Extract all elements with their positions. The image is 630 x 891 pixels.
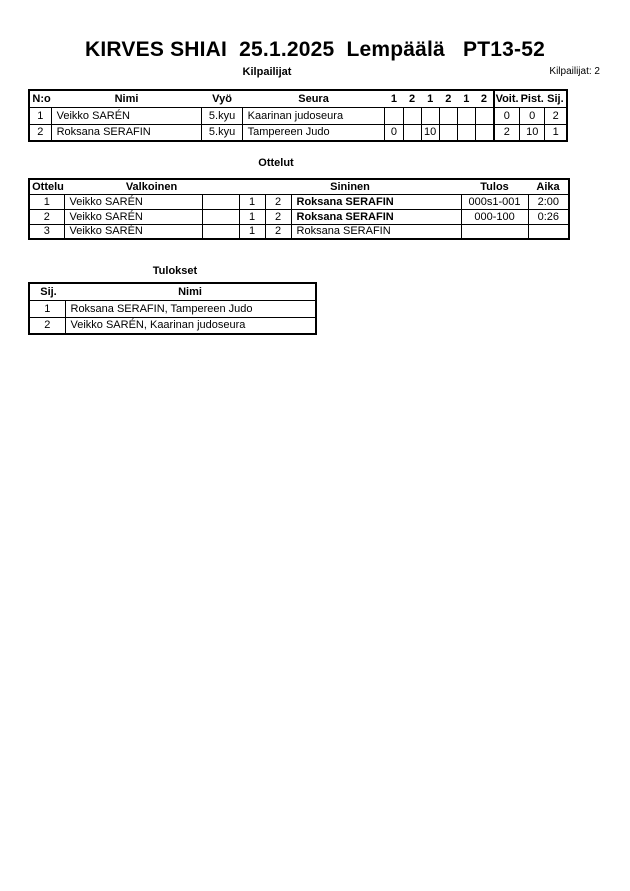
cell-match-no: 3 [29, 224, 64, 239]
cell-name: Veikko SARÉN [51, 107, 202, 124]
section-title-matches: Ottelut [258, 157, 294, 169]
result-row [29, 300, 316, 317]
cell-time: 0:26 [528, 209, 569, 224]
competitor-count-label: Kilpailijat: 2 [549, 66, 600, 77]
matches-table [28, 178, 570, 240]
header-time: Aika [528, 179, 569, 194]
cell-points: 10 [520, 124, 545, 141]
result-row [29, 317, 316, 334]
header-match-no: Ottelu [29, 179, 64, 194]
cell-score: 10 [421, 124, 439, 141]
results-table [28, 282, 317, 335]
cell-entry: Veikko SARÉN, Kaarinan judoseura [65, 317, 316, 334]
header-club: Seura [242, 90, 385, 107]
match-row [29, 209, 569, 224]
cell-no: 1 [29, 107, 51, 124]
cell-place: 1 [29, 300, 65, 317]
cell-score [439, 124, 457, 141]
cell-white-number: 1 [239, 209, 265, 224]
cell-score [403, 124, 421, 141]
cell-white-box [202, 194, 239, 209]
cell-wins: 2 [494, 124, 520, 141]
cell-time [528, 224, 569, 239]
cell-score [385, 107, 403, 124]
competitor-row [29, 124, 567, 141]
cell-place: 1 [545, 124, 567, 141]
page-title: KIRVES SHIAI 25.1.2025 Lempäälä PT13-52 [85, 38, 545, 61]
header-round-6: 2 [475, 90, 493, 107]
cell-blue-number: 2 [265, 194, 291, 209]
header-no: N:o [29, 90, 51, 107]
header-wins: Voit. [494, 90, 520, 107]
cell-white-box [202, 224, 239, 239]
cell-score [475, 124, 493, 141]
cell-belt: 5.kyu [202, 124, 242, 141]
competitors-table [28, 89, 568, 142]
competitors-header-row [29, 90, 567, 107]
section-title-results: Tulokset [152, 265, 198, 277]
cell-blue-name: Roksana SERAFIN [291, 224, 461, 239]
header-round-2: 2 [403, 90, 421, 107]
cell-white-name: Veikko SARÉN [64, 209, 202, 224]
cell-white-number: 1 [239, 224, 265, 239]
match-row [29, 194, 569, 209]
cell-score: 0 [385, 124, 403, 141]
cell-score [421, 107, 439, 124]
header-belt: Vyö [202, 90, 242, 107]
competitor-row [29, 107, 567, 124]
header-blue: Sininen [239, 179, 461, 194]
cell-place: 2 [545, 107, 567, 124]
header-name: Nimi [65, 283, 316, 300]
cell-time: 2:00 [528, 194, 569, 209]
cell-result: 000-100 [461, 209, 528, 224]
cell-result: 000s1-001 [461, 194, 528, 209]
cell-result [461, 224, 528, 239]
header-round-1: 1 [385, 90, 403, 107]
cell-belt: 5.kyu [202, 107, 242, 124]
match-row [29, 224, 569, 239]
header-place: Sij. [29, 283, 65, 300]
cell-white-number: 1 [239, 194, 265, 209]
header-round-3: 1 [421, 90, 439, 107]
cell-match-no: 1 [29, 194, 64, 209]
header-name: Nimi [51, 90, 202, 107]
cell-white-name: Veikko SARÉN [64, 224, 202, 239]
header-place: Sij. [545, 90, 567, 107]
cell-place: 2 [29, 317, 65, 334]
section-title-competitors: Kilpailijat [242, 66, 292, 78]
cell-white-box [202, 209, 239, 224]
cell-white-name: Veikko SARÉN [64, 194, 202, 209]
cell-score [457, 107, 475, 124]
header-white: Valkoinen [64, 179, 239, 194]
cell-name: Roksana SERAFIN [51, 124, 202, 141]
cell-blue-number: 2 [265, 209, 291, 224]
cell-points: 0 [520, 107, 545, 124]
cell-no: 2 [29, 124, 51, 141]
cell-blue-name: Roksana SERAFIN [291, 209, 461, 224]
cell-blue-name: Roksana SERAFIN [291, 194, 461, 209]
header-result: Tulos [461, 179, 528, 194]
cell-score [457, 124, 475, 141]
cell-club: Tampereen Judo [242, 124, 385, 141]
matches-header-row [29, 179, 569, 194]
cell-score [403, 107, 421, 124]
header-points: Pist. [520, 90, 545, 107]
header-round-4: 2 [439, 90, 457, 107]
cell-score [475, 107, 493, 124]
cell-club: Kaarinan judoseura [242, 107, 385, 124]
cell-blue-number: 2 [265, 224, 291, 239]
cell-match-no: 2 [29, 209, 64, 224]
cell-entry: Roksana SERAFIN, Tampereen Judo [65, 300, 316, 317]
cell-wins: 0 [494, 107, 520, 124]
header-round-5: 1 [457, 90, 475, 107]
cell-score [439, 107, 457, 124]
results-header-row [29, 283, 316, 300]
